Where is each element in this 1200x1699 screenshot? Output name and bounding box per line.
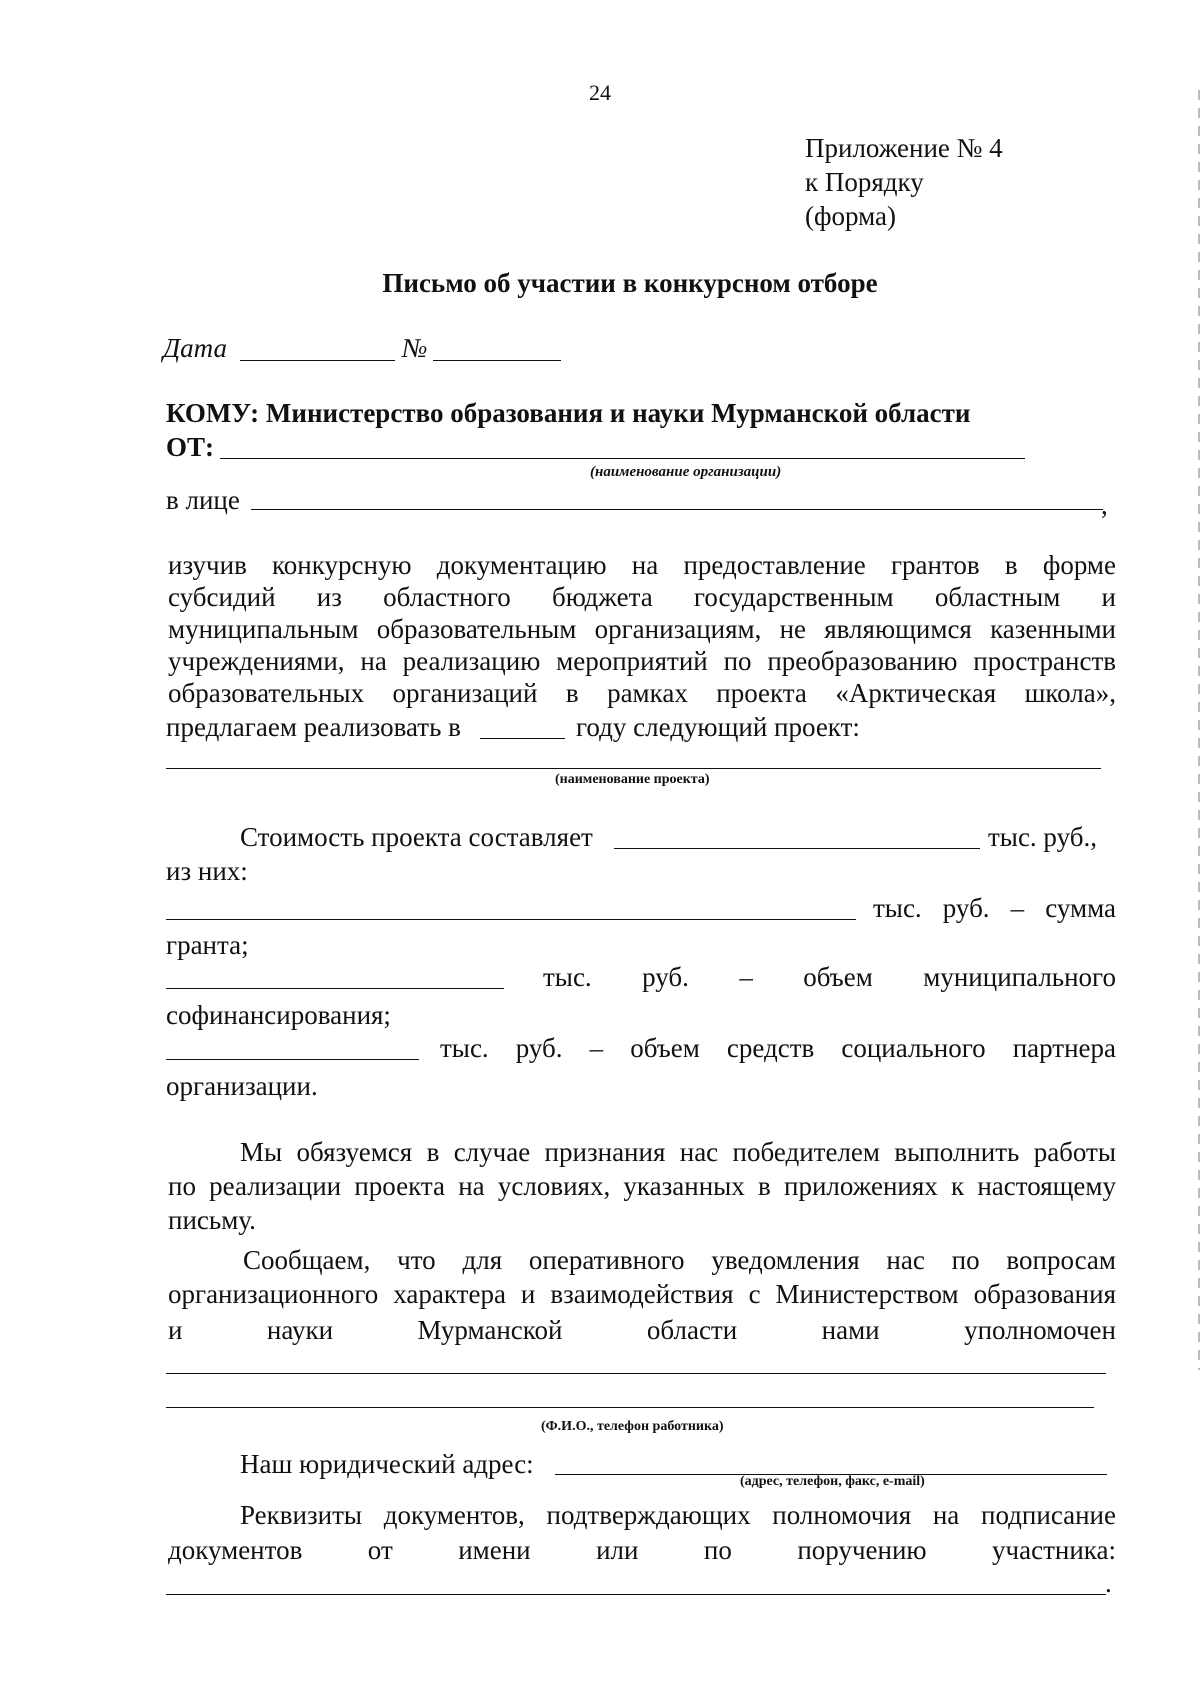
project-caption: (наименование проекта) <box>555 772 710 787</box>
para4-line-2: документов от имени или по поручению участника: <box>168 1535 1116 1565</box>
cost-unit: тыс. руб., <box>988 822 1097 852</box>
date-label: Дата <box>163 333 228 363</box>
address-caption: (адрес, телефон, факс, e-mail) <box>740 1474 925 1489</box>
document-title: Письмо об участии в конкурсном отборе <box>382 268 878 298</box>
authorized-person-field-1[interactable] <box>166 1373 1106 1374</box>
grant-end: гранта; <box>166 930 249 960</box>
authorized-person-field-2[interactable] <box>166 1407 1094 1408</box>
appendix-line-2: к Порядку <box>805 167 924 197</box>
partner-end: организации. <box>166 1071 318 1101</box>
to-line: КОМУ: Министерство образования и науки Мурманской области <box>166 398 971 428</box>
grant-text: тыс. руб. – сумма <box>873 893 1116 923</box>
number-label: № <box>402 333 428 363</box>
para3-line-2: организационного характера и взаимодействия с Министерством образования <box>168 1279 1116 1309</box>
grant-field[interactable] <box>166 919 856 920</box>
cost-label: Стоимость проекта составляет <box>240 822 593 852</box>
in-person-label: в лице <box>166 485 240 515</box>
cost-field[interactable] <box>614 848 980 849</box>
from-field[interactable] <box>220 458 1025 459</box>
para2-line-2: по реализации проекта на условиях, указанных в приложениях к настоящему <box>168 1171 1116 1201</box>
cofinancing-end: софинансирования; <box>166 1000 391 1030</box>
cofinancing-text: тыс. руб. – объем муниципального <box>543 962 1116 992</box>
legal-address-label: Наш юридический адрес: <box>240 1449 534 1479</box>
credentials-field[interactable] <box>166 1594 1106 1595</box>
para1-last-a: предлагаем реализовать в <box>166 712 461 742</box>
para1-line-2: субсидий из областного бюджета государственным областным и <box>168 582 1116 612</box>
para1-line-1: изучив конкурсную документацию на предоставление грантов в форме <box>168 550 1116 580</box>
final-period: . <box>1105 1568 1112 1598</box>
para3-line-3: и науки Мурманской области нами уполномочен <box>168 1315 1116 1345</box>
partner-text: тыс. руб. – объем средств социального партнера <box>440 1033 1116 1063</box>
project-name-field[interactable] <box>166 768 1101 769</box>
cofinancing-field[interactable] <box>166 988 504 989</box>
partner-field[interactable] <box>166 1059 419 1060</box>
from-label: ОТ: <box>166 432 215 462</box>
year-field[interactable] <box>480 738 565 739</box>
employee-caption: (Ф.И.О., телефон работника) <box>541 1419 724 1434</box>
para3-line-1: Сообщаем, что для оперативного уведомления нас по вопросам <box>243 1245 1116 1275</box>
appendix-line-3: (форма) <box>805 201 896 231</box>
date-field[interactable] <box>240 360 395 361</box>
of-them: из них: <box>166 856 248 886</box>
para1-line-5: образовательных организаций в рамках проекта «Арктическая школа», <box>168 678 1116 708</box>
para2-line-1: Мы обязуемся в случае признания нас победителем выполнить работы <box>240 1137 1116 1167</box>
para1-line-4: учреждениями, на реализацию мероприятий по преобразованию пространств <box>168 646 1116 676</box>
para2-end: письму. <box>168 1205 256 1235</box>
number-field[interactable] <box>433 360 561 361</box>
page-number: 24 <box>589 80 611 105</box>
comma: , <box>1101 490 1108 520</box>
in-person-field[interactable] <box>251 509 1103 510</box>
para1-last-b: году следующий проект: <box>576 712 860 742</box>
para1-line-3: муниципальным образовательным организациям, не являющимся казенными <box>168 614 1116 644</box>
appendix-line-1: Приложение № 4 <box>805 133 1003 163</box>
para4-line-1: Реквизиты документов, подтверждающих полномочия на подписание <box>240 1500 1116 1530</box>
org-caption: (наименование организации) <box>590 464 782 480</box>
